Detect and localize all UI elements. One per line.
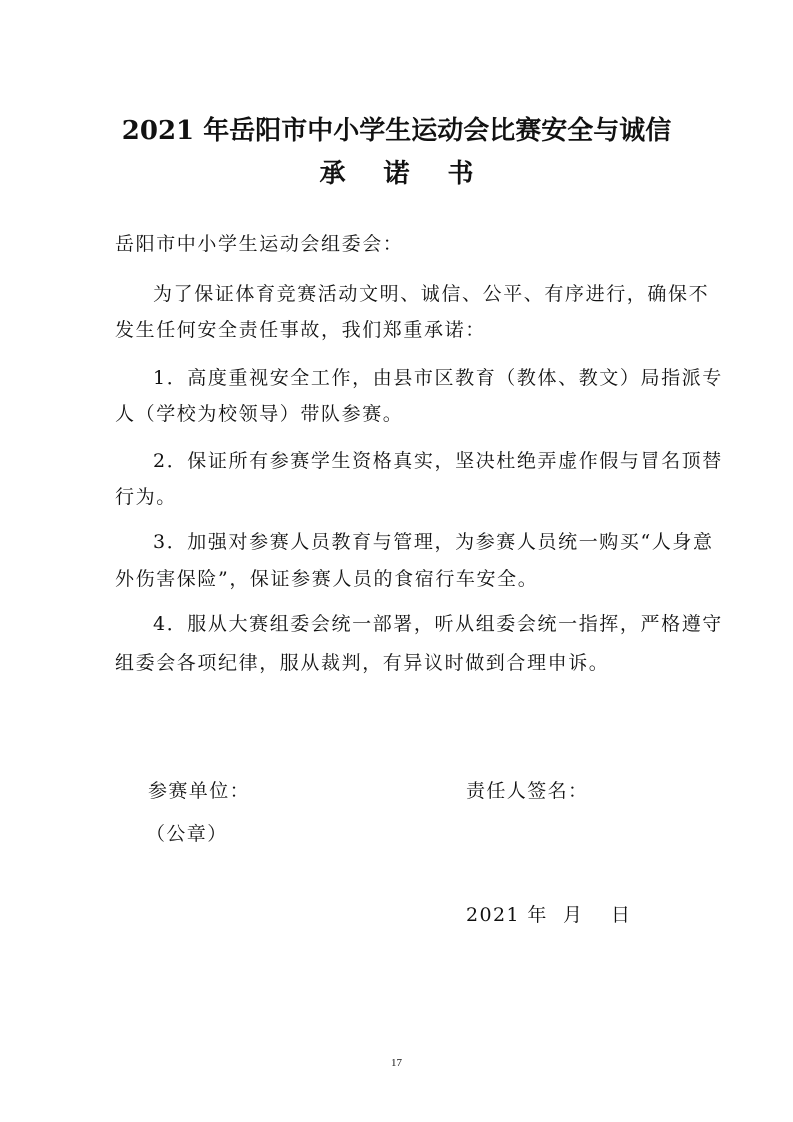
document-title-line2 [0,153,793,190]
salutation: 岳阳市中小学生运动会组委会： [115,233,404,255]
title-char: 承 [319,159,346,189]
date-year: 2021 年 [466,904,548,926]
responsible-person-signature-label: 责任人签名： [466,780,589,802]
date-month: 月 [563,904,584,926]
participating-unit-label: 参赛单位： [148,780,251,802]
title-char: 书 [447,159,474,189]
paragraph-1-line-2: 发生任何安全责任事故，我们郑重承诺： [115,319,486,341]
paragraph-2-line-1: 1．高度重视安全工作，由县市区教育（教体、教文）局指派专 [153,367,723,389]
paragraph-4-line-1: 3．加强对参赛人员教育与管理，为参赛人员统一购买“人身意 [153,531,714,553]
paragraph-1-line-1: 为了保证体育竞赛活动文明、诚信、公平、有序进行，确保不 [153,283,710,305]
document-title-line1: 2021 年岳阳市中小学生运动会比赛安全与诚信 [121,116,672,146]
paragraph-3-line-1: 2．保证所有参赛学生资格真实，坚决杜绝弄虚作假与冒名顶替 [153,450,723,472]
paragraph-2-line-2: 人（学校为校领导）带队参赛。 [115,403,404,425]
paragraph-4-line-2: 外伤害保险”，保证参赛人员的食宿行车安全。 [115,568,539,590]
page-number: 17 [391,1057,402,1069]
paragraph-3-line-2: 行为。 [115,486,177,508]
paragraph-5-line-1: 4．服从大赛组委会统一部署，听从组委会统一指挥，严格遵守 [153,613,723,635]
official-seal-label: （公章） [146,823,228,845]
paragraph-5-line-2: 组委会各项纪律，服从裁判，有异议时做到合理申诉。 [115,652,610,674]
date-day: 日 [611,904,632,926]
title-char: 诺 [383,159,410,189]
